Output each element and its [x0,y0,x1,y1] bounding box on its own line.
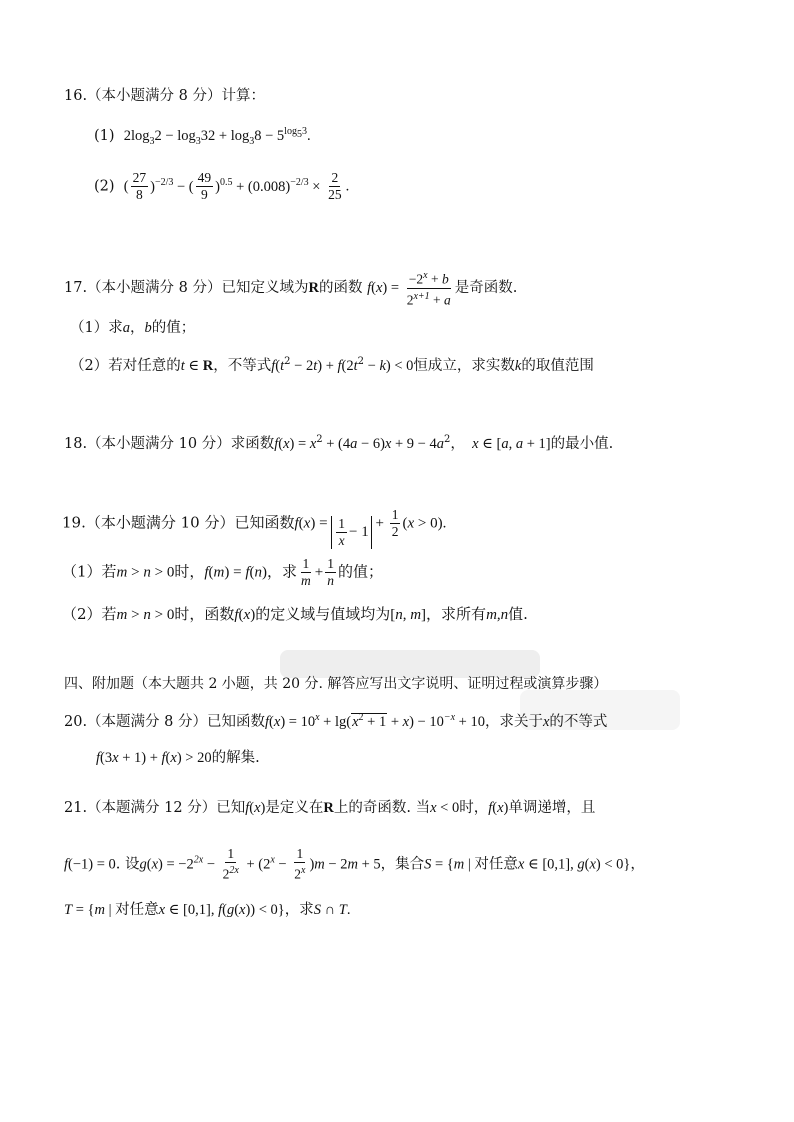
q19-part1: （1）若m > n > 0时，f(m) = f(n)，求 $\frac{1}{m}$ + $\frac{1}{n}$ 的值； [62,556,383,588]
section-four-title: 四、附加题（本大题共 2 小题，共 20 分. 解答应写出文字说明、证明过程或演算步骤） [64,676,608,692]
q21-g-definition: f(−1) = 0. 设$g(x) = -2^{2x}$ − $\frac{1}{2^{2x}}$ + ($2^x$ − $\frac{1}{2^x}$ )m − 2m + 5，集合S = {m | 对任意x ∈ [0,1], g(x) < 0}， [64,846,645,882]
q17-heading: 17.（本小题满分 8 分）已知定义域为R的函数 f(x) = $\frac{-2^x + b}{2^{x+1} + a}$ 是奇函数. [64,270,518,307]
q21-heading: 21.（本题满分 12 分）已知f(x)是定义在R上的奇函数. 当x < 0时，f(x)单调递增，且 [64,800,596,816]
q19-part2: （2）若m > n > 0时，函数f(x)的定义域与值域均为[n, m]，求所有m,n值. [62,605,528,623]
q16-heading: 16.（本小题满分 8 分）计算： [64,88,266,104]
q17-part1: （1）求a，b的值； [70,320,196,336]
q16-part1: (1) $2\log_32 - \log_332 + \log_38 - 5^{log_53}$. [94,126,311,147]
q17-part2: （2）若对任意的t ∈ R，不等式$f(t^2 - 2t) + f(2t^2 - k) < 0$恒成立，求实数k的取值范围 [70,356,594,374]
q16-part2: (2) ( $\frac{27}{8}$ )$^{-2/3}$ − ( $\frac{49}{9}$ )$^{0.5} + (0.008)^{-2/3}$ × $\frac{2}{25}$ . [94,170,350,202]
q18-text: 18.（本小题满分 10 分）求函数$f(x) = x^2 + (4a - 6)x + 9 - 4a^2$， x ∈ [a, a + 1]的最小值. [64,434,614,452]
q21-set-t: T = {m | 对任意x ∈ [0,1], f(g(x)) < 0}，求S ∩ T. [64,902,351,918]
q20-heading: 20.（本题满分 8 分）已知函数$f(x) = 10^x + \lg(x^2 + 1 + x) - 10^{-x} + 10$，求关于x的不等式 [64,712,608,730]
q19-heading: 19.（本小题满分 10 分）已知函数f(x) = $\frac{1}{x}$ − 1 + $\frac{1}{2}$ (x > 0). [62,507,447,548]
q20-inequality: f(3x + 1) + f(x) > 20的解集. [96,750,260,766]
